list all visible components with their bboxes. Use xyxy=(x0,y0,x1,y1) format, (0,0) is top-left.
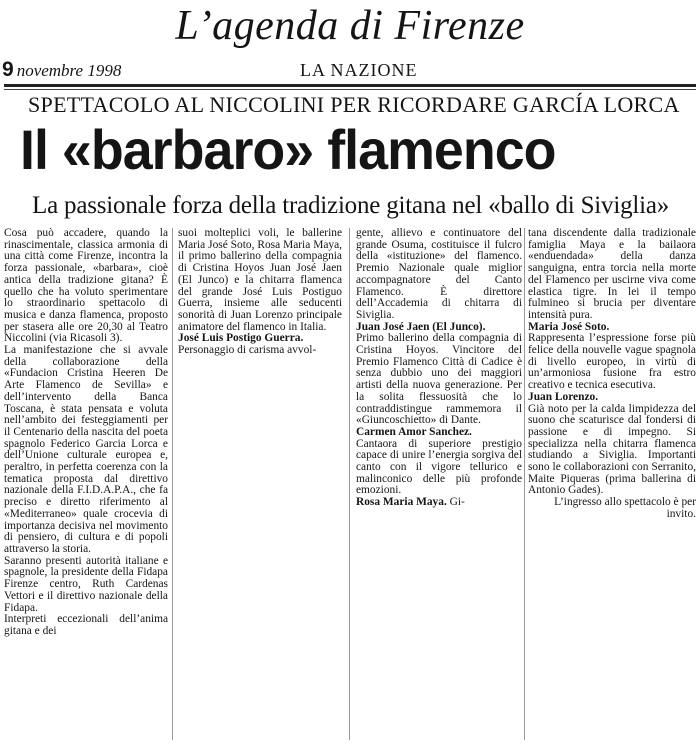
newspaper-name: LA NAZIONE xyxy=(300,60,418,80)
profile-name: Maria José Soto. xyxy=(528,320,610,333)
article-kicker: SPETTACOLO AL NICCOLINI PER RICORDARE GARCÍA LORCA xyxy=(28,92,680,117)
article-column-1 xyxy=(4,228,168,638)
paragraph: Rappresenta l’espressione forse più felice della nouvelle vague spagnola di livello europeo, in virtù di un’armoniosa fusione fra estro creativo e tecnica esecutiva. xyxy=(528,332,696,392)
profile-name: Juan Lorenzo. xyxy=(528,390,599,403)
paragraph: La manifestazione che si avvale della collaborazione della «Fundacion Cristina Heeren De Arte Flamenco de Sevilla» e dell’intervento della Banca Toscana, è stata pensata e voluta nell’ambito dei festeggiamenti per il Centenario della nascita del poeta spagnolo Federico Garcia Lorca e dell’Unione culturale europea e, peraltro, in perfetta coerenza con la tematica proposta dal direttivo nazionale della F.I.D.A.P.A., che fa preciso e diretto riferimento al «Mediterraneo» quale crocevia di importanza decisiva nel movimento di pensiero, di cultura e di popoli attraverso la storia. xyxy=(4,344,168,555)
paragraph: Gi- xyxy=(449,496,465,509)
article-column-3 xyxy=(356,228,522,509)
profile-name: Juan José Jaen (El Junco). xyxy=(356,320,486,333)
date-month-year: novembre 1998 xyxy=(16,61,122,80)
article-column-4 xyxy=(528,228,696,521)
top-rule xyxy=(4,84,696,87)
paragraph: Cantaora di superiore prestigio capace di unire l’energia sorgiva del canto con il vigore tellurico e malinconico delle più profonde emozioni. xyxy=(356,437,522,497)
paragraph: Già noto per la calda limpidezza del suono che scaturisce dal fondersi di passione e di impegno. Si specializza nella chitarra flamenca studiando a Siviglia. Importanti sono le collaborazioni con Serranito, Maite Piqueras (prima ballerina di Antonio Gades). xyxy=(528,402,696,497)
top-rule-thin xyxy=(4,89,696,90)
masthead-title: L’agenda di Firenze xyxy=(175,3,525,49)
column-divider xyxy=(172,228,173,740)
article-headline: Il «barbaro» flamenco xyxy=(20,118,556,181)
article-subhead: La passionale forza della tradizione gitana nel «ballo di Siviglia» xyxy=(32,192,670,219)
dateline xyxy=(2,58,121,82)
date-day: 9 xyxy=(2,58,14,81)
article-column-2 xyxy=(178,228,342,357)
masthead xyxy=(0,2,700,50)
profile-name: Rosa Maria Maya. xyxy=(356,496,447,509)
closing-note: L’ingresso allo spettacolo è per invito. xyxy=(554,496,696,520)
column-divider xyxy=(524,228,525,740)
paragraph: Primo ballerino della compagnia di Cristina Hoyos. Vincitore del Premio Flamenco Città di Cadice è senza dubbio uno dei maggiori artisti della nuova generazione. Per la solita flessuosità che lo contraddistingue rammemora il «Giuncoschietto» di Dante. xyxy=(356,332,522,427)
paragraph: Personaggio di carisma avvol- xyxy=(178,344,317,357)
profile-name: José Luis Postigo Guerra. xyxy=(178,332,304,345)
column-divider xyxy=(349,228,350,740)
paragraph: gente, allievo e continuatore del grande Osuma, costituisce il fulcro della «istituzione» del flamenco. Premio Nazionale quale miglior accompagnatore del Canto Flamenco. È direttore dell’Accademia di chitarra di Siviglia. xyxy=(356,227,522,321)
profile-name: Carmen Amor Sanchez. xyxy=(356,425,472,438)
paragraph: Cosa può accadere, quando la rinascimentale, classica armonia di una città come Firenze, incontra la forza passionale, «barbara», cioè antica della tradizione gitana? È quello che ha voluto sperimentare lo straordinario spettacolo di musica e danza flamenca, proposto per stasera alle ore 20,30 al Teatro Niccolini (via Ricasoli 3). xyxy=(4,227,168,345)
paragraph: Saranno presenti autorità italiane e spagnole, la presidente della Fidapa Firenze centro, Ruth Cardenas Vettori e il direttivo nazionale della Fidapa. xyxy=(4,554,168,614)
paragraph: suoi molteplici voli, le ballerine Maria José Soto, Rosa Maria Maya, il primo ballerino della compagnia di Cristina Hoyos Juan José Jaen (El Junco) e la chitarra flamenca del grande José Luis Postiguo Guerra, insieme alle seducenti sonorità di Juan Lorenzo principale animatore del flamenco in Italia. xyxy=(178,227,342,333)
paragraph: Interpreti eccezionali dell’anima gitana e dei xyxy=(4,613,168,637)
paragraph: tana discendente dalla tradizionale famiglia Maya e la bailaora «enduendada» della danza sanguigna, entra torcia nella morte del Flamenco per uscirne viva come elastica tigre. In lei il tempo fulmineo si brucia per diventare intensità pura. xyxy=(528,227,696,321)
